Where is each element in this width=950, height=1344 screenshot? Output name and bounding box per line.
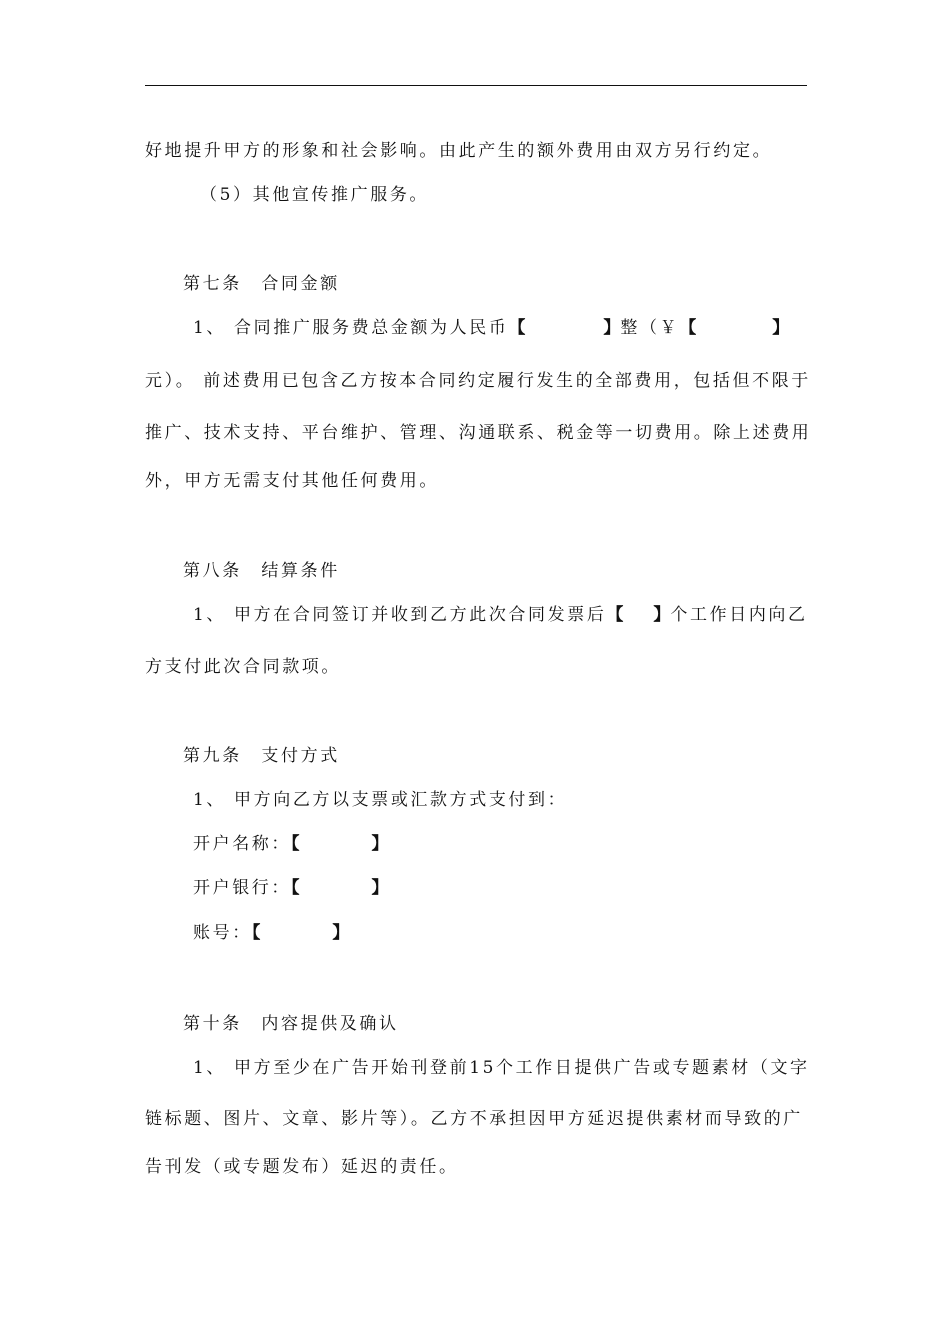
blank-open-bracket: 【 [291,834,300,854]
clause-text: 1、 甲方在合同签订并收到乙方此次合同发票后 [193,605,607,625]
field-label: 账号： [193,923,252,943]
blank-open-bracket: 【 [251,923,261,943]
section-heading-art9: 第九条 支付方式 [183,746,340,766]
blank-open-bracket: 【 [508,318,526,338]
clause-text: 整（￥ [620,318,680,338]
paragraph-line: 告刊发（或专题发布）延迟的责任。 [145,1157,459,1177]
section-heading-art10: 第十条 内容提供及确认 [183,1014,399,1034]
bank-line [193,876,389,900]
paragraph-line: 方支付此次合同款项。 [145,657,341,677]
blank-close-bracket: 】 [332,923,350,943]
list-item: （5）其他宣传推广服务。 [200,185,430,205]
section-heading-art7: 第七条 合同金额 [183,274,340,294]
paragraph-line: 好地提升甲方的形象和社会影响。由此产生的额外费用由双方另行约定。 [145,141,773,161]
paragraph-line [193,603,808,627]
paragraph-line: 元）。 前述费用已包含乙方按本合同约定履行发生的全部费用，包括但不限于 [145,371,811,391]
blank-close-bracket: 】 [371,834,389,854]
section-heading-art8: 第八条 结算条件 [183,561,340,581]
paragraph-line [193,316,789,340]
header-rule [145,85,807,86]
paragraph-line: 1、 甲方至少在广告开始刊登前15个工作日提供广告或专题素材（文字 [193,1058,810,1078]
blank-close-bracket: 】 [603,318,621,338]
paragraph-line: 外，甲方无需支付其他任何费用。 [145,471,439,491]
blank-open-bracket: 【 [679,318,697,338]
clause-text: 个工作日内向乙 [670,605,808,625]
field-label: 开户银行： [193,878,291,898]
clause-text: 1、 合同推广服务费总金额为人民币 [193,318,509,338]
blank-close-bracket: 】 [772,318,790,338]
blank-open-bracket: 【 [606,605,624,625]
blank-close-bracket: 】 [653,605,671,625]
paragraph-line: 链标题、图片、文章、影片等）。乙方不承担因甲方延迟提供素材而导致的广 [145,1109,803,1129]
paragraph-line: 推广、技术支持、平台维护、管理、沟通联系、税金等一切费用。除上述费用 [145,423,812,443]
account-name-line [193,832,389,856]
paragraph-line: 1、 甲方向乙方以支票或汇款方式支付到： [193,790,568,810]
blank-close-bracket: 】 [371,878,389,898]
field-label: 开户名称： [193,834,291,854]
account-number-line [193,921,349,945]
blank-open-bracket: 【 [291,878,300,898]
